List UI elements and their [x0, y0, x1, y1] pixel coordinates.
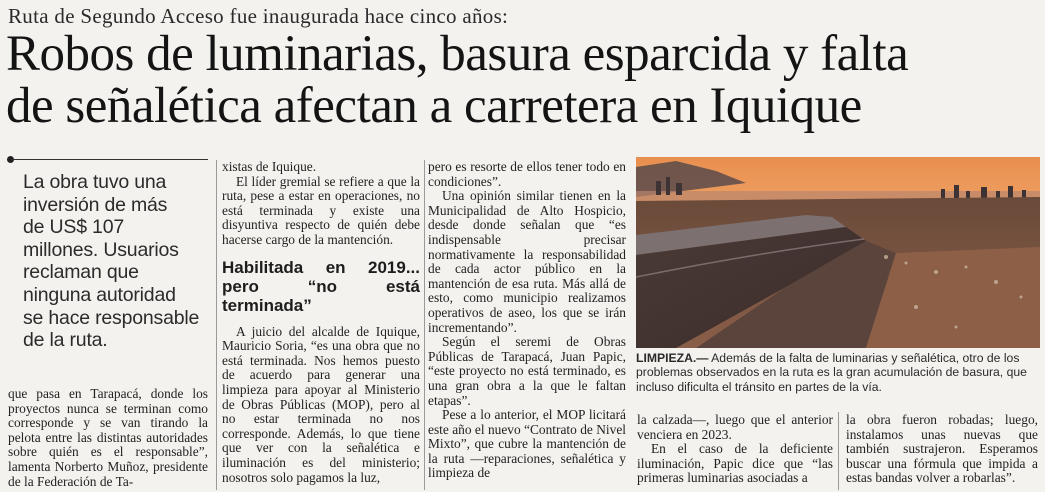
headline-line-1: Robos de luminarias, basura esparcida y falta: [6, 26, 909, 82]
column-divider: [424, 160, 425, 490]
paragraph: la calzada—, luego que el anterior venciera en 2023.: [637, 412, 833, 442]
column-2: [222, 160, 420, 485]
paragraph: Según el seremi de Obras Públicas de Tarapacá, Juan Papic, “este proyecto no está terminado, es una gran obra a la que le faltan etapas”.: [428, 334, 626, 408]
lead-line: de la ruta.: [23, 329, 108, 352]
paragraph: A juicio del alcalde de Iquique, Mauricio Soria, “es una obra que no está terminada. Nos hemos puesto de acuerdo para generar una limpieza para apoyar al Ministerio de Obras Públicas (MOP), pero al no estar terminada no nos corresponde. Además, lo que tiene que ver con la señalética e iluminación es del ministerio; nosotros solo pagamos la luz,: [222, 323, 420, 485]
lead-line: de US$ 107: [23, 216, 124, 239]
photo-caption: [636, 351, 1040, 394]
kicker: Ruta de Segundo Acceso fue inaugurada hace cinco años:: [8, 4, 509, 28]
lead-line: La obra tuvo una: [23, 171, 167, 193]
lead-line: se hace responsable: [23, 306, 200, 329]
column-5: [846, 413, 1038, 486]
lead-line: inversión de más: [23, 193, 168, 216]
subhead: Habilitada en 2019... pero “no está terminada”: [222, 257, 420, 315]
section-rule: [12, 159, 208, 160]
road-photo-illustration: [636, 157, 1040, 348]
lead-line: reclaman que: [23, 261, 139, 284]
column-4: [637, 413, 833, 486]
headline-line-2: de señalética afectan a carretera en Iquique: [6, 78, 862, 134]
column-3: [428, 160, 626, 481]
paragraph: pero es resorte de ellos tener todo en condiciones”.: [428, 159, 626, 189]
paragraph: Una opinión similar tienen en la Municipalidad de Alto Hospicio, desde donde señalan que “es indispensable precisar normativamente la responsabilidad de cada actor público en la mantención de esa ruta. Más allá de esto, como municipio realizamos operativos de aseo, los que se irán incrementando”.: [428, 188, 626, 335]
paragraph: En el caso de la deficiente iluminación, Papic dice que “las primeras luminarias asociadas a: [637, 441, 833, 486]
lead-line: ninguna autoridad: [23, 283, 176, 306]
paragraph: Pese a lo anterior, el MOP licitará este año el nuevo “Contrato de Nivel Mixto”, que cubre la mantención de la ruta —reparaciones, señalética y limpieza de: [428, 407, 626, 481]
lead-summary: [23, 171, 213, 352]
paragraph: la obra fueron robadas; luego, instalamos unas nuevas que también sustrajeron. Esperamos buscar una fórmula que impida a estas bandas volver a robarlas”.: [846, 412, 1038, 486]
caption-text: Además de la falta de luminarias y señalética, otro de los problemas observados en la ruta es la gran acumulación de basura, que incluso dificulta el tránsito en partes de la vía.: [636, 351, 1027, 394]
column-divider: [216, 160, 217, 490]
paragraph: El líder gremial se refiere a que la ruta, pese a estar en operaciones, no está terminada y existe una disyuntiva respecto de quién debe hacerse cargo de la mantención.: [222, 173, 420, 247]
paragraph: que pasa en Tarapacá, donde los proyectos nunca se terminan como corresponde y se van tirando la pelota entre las distintas autoridades sobre quién es el responsable”, lamenta Norberto Muñoz, presidente de la Federación de Ta-: [8, 386, 208, 489]
paragraph: xistas de Iquique.: [222, 159, 317, 174]
headline: [6, 28, 1041, 132]
column-1: [8, 387, 208, 489]
lead-line: millones. Usuarios: [23, 238, 179, 261]
road-photo: [636, 157, 1040, 348]
column-divider: [838, 412, 839, 490]
caption-tag: LIMPIEZA.—: [636, 351, 709, 365]
